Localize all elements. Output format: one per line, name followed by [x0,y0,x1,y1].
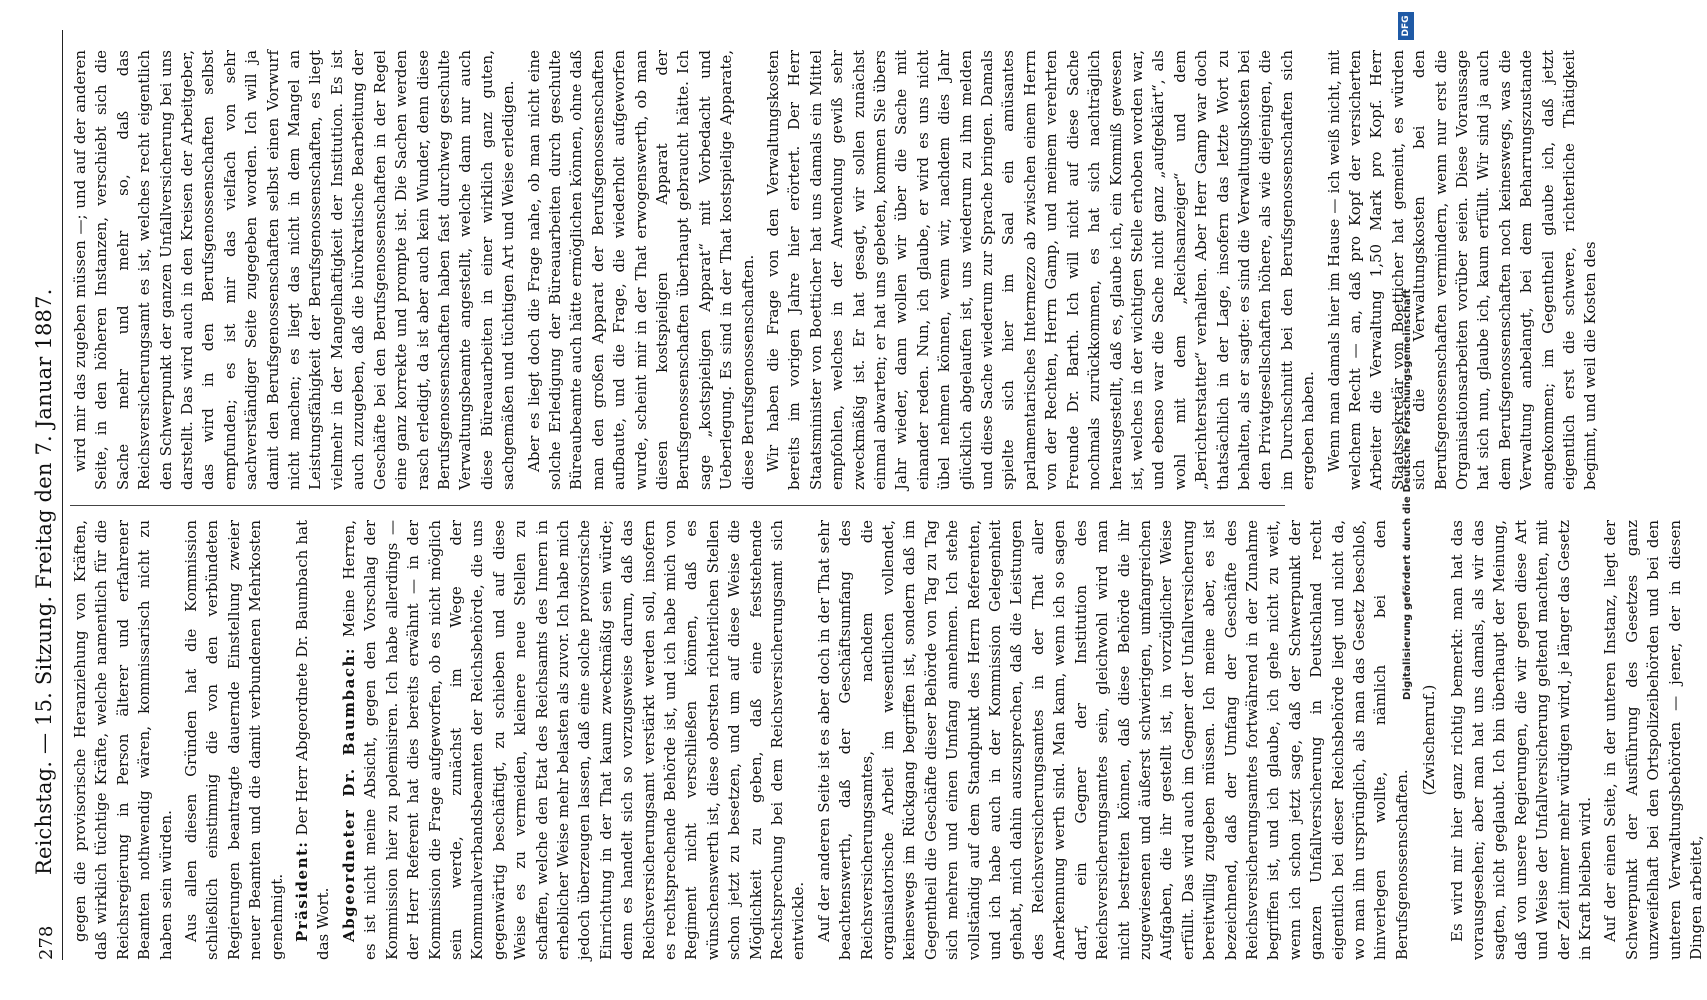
header-rule [62,30,63,960]
speech-text: Der Herr Abgeordnete Dr. Baumbach hat das Wort. [293,520,333,960]
speaker-name: Präsident: [293,840,312,942]
page-header [28,30,58,960]
speaker-paragraph [339,520,810,960]
paragraph: wird mir das zugeben müssen —; und auf der anderen Seite, in den höheren Instanzen, verschiebt sich die Sache mehr und mehr so, daß das Reichsversicherungsamt es ist, welches recht eigentlich den Schwerpunkt der ganzen Unfallversicherung bei uns darstellt. Das wird auch in den Kreisen der Arbeitgeber, das wird in den Berufsgenossenschaften selbst empfunden; es ist mir das vielfach von sehr sachverständiger Seite zugegeben worden. Ich will ja damit den Berufsgenossenschaften selbst einen Vorwurf nicht machen; es liegt das nicht in dem Mangel an Leistungsfähigkeit der Berufsgenossenschaften, es liegt vielmehr in der Mangelhaftigkeit der Institution. Es ist auch zuzugeben, daß die bürokratische Bearbeitung der Geschäfte bei den Berufsgenossenschaften in der Regel eine ganz korrekte und prompte ist. Die Sachen werden rasch erledigt, da ist aber auch kein Wunder, denn diese Berufsgenossenschaften haben fast durchweg geschulte Verwaltungsbeamte angestellt, welche dann nur auch diese Büreauarbeiten in einer wirklich ganz guten, sachgemäßen und tüchtigen Art und Weise erledigen. [71,50,518,490]
digitization-attribution: Digitalisierung gefördert durch die Deutsche Forschungsgemeinschaft [1402,288,1413,700]
speaker-paragraph [292,520,335,960]
left-column [70,520,1706,960]
right-column [70,50,1600,490]
paragraph: Es wird mir hier ganz richtig bemerkt: man hat das vorausgesehen; aber man hat uns damals, als wir das sagten, nicht geglaubt. Ich bin überhaupt der Meinung, daß von unsere Regierungen, die wir gegen diese Art und Weise der Unfallversicherung geltend machten, mit der Zeit immer mehr würdigen wird, je länger das Gesetz in Kraft bleiben wird. [1447,520,1595,960]
column-divider [70,505,1285,506]
page-number: 278 [36,925,57,960]
paragraph: gegen die provisorische Heranziehung von Kräften, daß wirklich tüchtige Kräfte, welche namentlich für die Reichsregierung in Person älterer und erfahrener Beamten nothwendig wären, kommissarisch nicht zu haben sein würden. [71,520,175,960]
paragraph: Aus allen diesen Gründen hat die Kommission schließlich einstimmig die von den verbündeten Regierungen beantragte dauernde Einstellung zweier neuer Beamten und die damit verbundenen Mehrkosten genehmigt. [182,520,286,960]
speaker-name: Abgeordneter Dr. Baumbach: [339,647,358,942]
running-title: Reichstag. — 15. Sitzung. Freitag den 7. Januar 1887. [32,288,56,875]
dfg-logo: DFG [1398,12,1414,40]
paragraph: Aber es liegt doch die Frage nahe, ob man nicht eine solche Erledigung der Büreauarbeiten durch geschulte Büreaubeamte auch hätte ermöglichen können, ohne daß man den großen Apparat der Berufsgenossenschaften aufbaute, und die Frage, die wiederholt aufgeworfen wurde, scheint mir in der That erwogenswerth, ob man diesen kostspieligen Apparat der Berufsgenossenschaften überhaupt gebraucht hätte. Ich sage „kostspieligen Apparat“ mit Vorbedacht und Ueberlegung. Es sind in der That kostspielige Apparate, diese Berufsgenossenschaften. [524,50,757,490]
paragraph: Auf der einen Seite, in der unteren Instanz, liegt der Schwerpunkt der Ausführung des Gesetzes ganz unzweifelhaft bei den Ortspolizeibehörden und bei den unteren Verwaltungsbehörden — jener, der in diesen Dingen arbeitet, [1601,520,1706,960]
paragraph: Wenn man damals hier im Hause — ich weiß nicht, mit welchem Recht — an, daß pro Kopf der versicherten Arbeiter die Verwaltung 1,50 Mark pro Kopf. Herr Staatssekretär von Boetticher hat gemeint, es würden sich die Verwaltungskosten bei den Berufsgenossenschaften vermindern, wenn nur erst die Organisationsarbeiten vorüber seien. Diese Voraussage hat sich nun, glaube ich, kaum erfüllt. Wir sind ja auch dem Berufsgenossenschaften noch keineswegs, was die Verwaltung anbelangt, bei dem Beharrungszustande angekommen; im Gegentheil glaube ich, daß jetzt eigentlich erst die schwere, richterliche Thätigkeit beginnt, und weil die Kosten des [1324,50,1600,490]
paragraph: Wir haben die Frage von den Verwaltungskosten bereits im vorigen Jahre hier erörtert. Der Herr Staatsminister von Boetticher hat uns damals ein Mittel empfohlen, welches in der Anwendung gewiß sehr zweckmäßig ist. Er hat gesagt, wir sollen zunächst einmal abwarten; er hat uns gebeten, kommen Sie übers Jahr wieder, dann wollen wir über die Sache mit einander reden. Nun, ich glaube, er wird es uns nicht übel nehmen können, wenn wir, nachdem dies Jahr glücklich abgelaufen ist, uns wiederum zu ihm melden und diese Sache wiederum zur Sprache bringen. Damals spielte sich hier im Saal ein amüsantes parlamentarisches Intermezzo ab zwischen einem Herrn von der Rechten, Herrn Gamp, und meinem verehrten Freunde Dr. Barth. Ich will nicht auf diese Sache nochmals zurückkommen, es hat sich nachträglich herausgestellt, daß es, glaube ich, ein Kommiß gewesen ist, welches in der wichtigen Stelle erhoben worden war, und ebenso war die Sache nicht ganz „aufgeklärt“, als wohl mit dem „Reichsanzeiger“ und dem „Berichterstatter“ verhalten. Aber Herr Gamp war doch thatsächlich in der Lage, insofern das letzte Wort zu behalten, als er sagte: es sind die Verwaltungskosten bei den Privatgesellschaften höhere, als wie diejenigen, die im Durchschnitt bei den Berufsgenossenschaften sich ergeben haben. [764,50,1318,490]
interjection: (Zwischenruf.) [1420,684,1439,796]
speech-text: Meine Herren, es ist nicht meine Absicht, gegen den Vorschlag der Kommission hier zu polemisiren. Ich habe allerdings — der Herr Referent hat dies bereits erwähnt — in der Kommission die Frage aufgeworfen, ob es nicht möglich sein werde, zunächst im Wege der Kommunalverbandsbeamten der Reichsbehörde, die uns gegenwärtig beschäftigt, zu schieben und auf diese Weise es zu vermeiden, kleinere neue Stellen zu schaffen, welche den Etat des Reichsamts des Innern in erheblicher Weise mehr belasten als zuvor. Ich habe mich jedoch überzeugen lassen, daß eine solche provisorische Einrichtung in der That kaum zweckmäßig sein würde; denn es handelt sich so vorzugsweise darum, daß das Reichsversicherungsamt verstärkt werden soll, insofern es rechtsprechende Behörde ist, und ich habe mich von Regiment nicht verschließen können, daß es wünschenswerth ist, diese obersten richterlichen Stellen schon jetzt zu besetzen, und um auf diese Weise die Möglichkeit zu geben, daß eine feststehende Rechtsprechung bei dem Reichsversicherungsamt sich entwickle. [339,520,808,960]
paragraph: Auf der anderen Seite ist es aber doch in der That sehr beachtenswerth, daß der Geschäftsumfang des Reichsversicherungsamtes, nachdem die organisatorische Arbeit im wesentlichen vollendet, keineswegs im Rückgang begriffen ist, sondern daß im Gegentheil die Geschäfte dieser Behörde von Tag zu Tag sich mehren und einen Umfang annehmen. Ich stehe vollständig auf dem Standpunkt des Herrn Referenten, und ich habe auch in der Kommission Gelegenheit gehabt, mich dahin auszusprechen, daß die Leistungen des Reichsversicherungsamtes in der That aller Anerkennung werth sind. Man kann, wenn ich so sagen darf, ein Gegner der Institution des Reichsversicherungsamtes sein, gleichwohl wird man nicht bestreiten können, daß diese Behörde die ihr zugewiesenen und äußerst schwierigen, umfangreichen Aufgaben, die ihr gestellt ist, in vorzüglicher Weise erfüllt. Das wird auch im Gegner der Unfallversicherung bereitwillig zugeben müssen. Ich meine aber, es ist bezeichnend, daß der Umfang der Geschäfte des Reichsversicherungsamtes fortwährend in der Zunahme begriffen ist, und ich glaube, ich gehe nicht zu weit, wenn ich schon jetzt sage, daß der Schwerpunkt der ganzen Unfallversicherung in Deutschland recht eigentlich bei dieser Reichsbehörde liegt und nicht da, wo man ihn ursprünglich, als man das Gesetz beschloß, hinverlegen wollte, nämlich bei den Berufsgenossenschaften. [814,520,1411,960]
